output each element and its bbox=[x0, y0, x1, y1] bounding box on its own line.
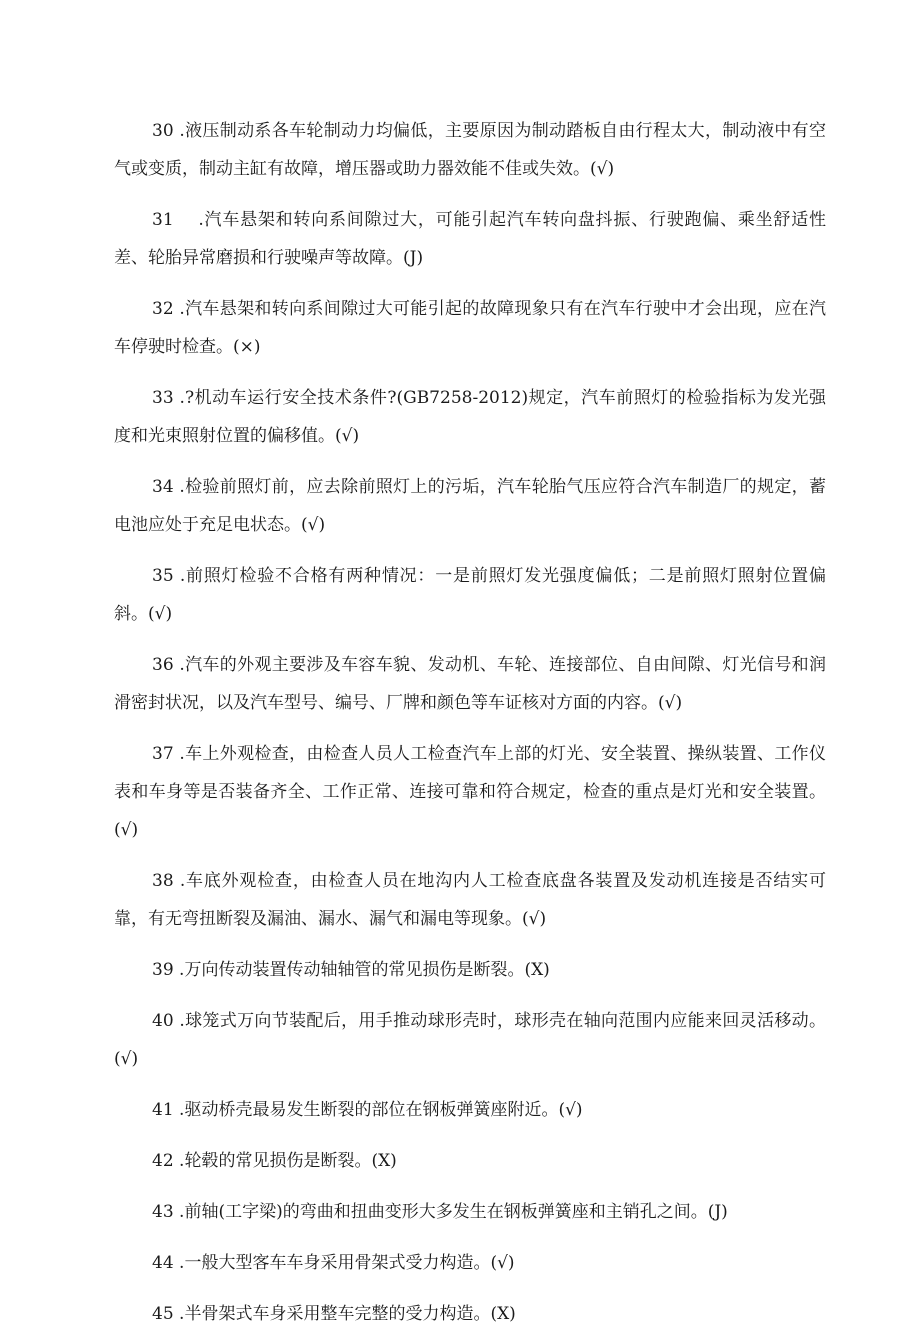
question-item: 37 .车上外观检查，由检查人员人工检查汽车上部的灯光、安全装置、操纵装置、工作仪表和车身等是否装备齐全、工作正常、连接可靠和符合规定，检查的重点是灯光和安全装置。(√) bbox=[114, 744, 826, 840]
question-item: 39 .万向传动装置传动轴轴管的常见损伤是断裂。(X) bbox=[152, 960, 550, 980]
question-item: 45 .半骨架式车身采用整车完整的受力构造。(X) bbox=[152, 1304, 516, 1324]
question-item: 41 .驱动桥壳最易发生断裂的部位在钢板弹簧座附近。(√) bbox=[152, 1100, 583, 1120]
question-item: 43 .前轴(工字梁)的弯曲和扭曲变形大多发生在钢板弹簧座和主销孔之间。(J) bbox=[152, 1202, 728, 1222]
question-item: 30 .液压制动系各车轮制动力均偏低，主要原因为制动踏板自由行程太大，制动液中有空气或变质，制动主缸有故障，增压器或助力器效能不佳或失效。(√) bbox=[114, 121, 826, 179]
question-list bbox=[114, 112, 826, 1333]
question-item: 42 .轮毂的常见损伤是断裂。(X) bbox=[152, 1151, 397, 1171]
question-item: 33 .?机动车运行安全技术条件?(GB7258-2012)规定，汽车前照灯的检验指标为发光强度和光束照射位置的偏移值。(√) bbox=[114, 388, 826, 446]
question-item: 34 .检验前照灯前，应去除前照灯上的污垢，汽车轮胎气压应符合汽车制造厂的规定，蓄电池应处于充足电状态。(√) bbox=[114, 477, 826, 535]
question-item: 35 .前照灯检验不合格有两种情况：一是前照灯发光强度偏低；二是前照灯照射位置偏斜。(√) bbox=[114, 566, 826, 624]
question-item: 32 .汽车悬架和转向系间隙过大可能引起的故障现象只有在汽车行驶中才会出现，应在汽车停驶时检查。(×) bbox=[114, 299, 826, 357]
question-item: 36 .汽车的外观主要涉及车容车貌、发动机、车轮、连接部位、自由间隙、灯光信号和润滑密封状况，以及汽车型号、编号、厂牌和颜色等车证核对方面的内容。(√) bbox=[114, 655, 826, 713]
question-item: 40 .球笼式万向节装配后，用手推动球形壳时，球形壳在轴向范围内应能来回灵活移动。(√) bbox=[114, 1011, 826, 1069]
question-item: 31 .汽车悬架和转向系间隙过大，可能引起汽车转向盘抖振、行驶跑偏、乘坐舒适性差、轮胎异常磨损和行驶噪声等故障。(J) bbox=[114, 210, 826, 268]
question-item: 44 .一般大型客车车身采用骨架式受力构造。(√) bbox=[152, 1253, 515, 1273]
question-item: 38 .车底外观检查，由检查人员在地沟内人工检查底盘各装置及发动机连接是否结实可靠，有无弯扭断裂及漏油、漏水、漏气和漏电等现象。(√) bbox=[114, 871, 826, 929]
